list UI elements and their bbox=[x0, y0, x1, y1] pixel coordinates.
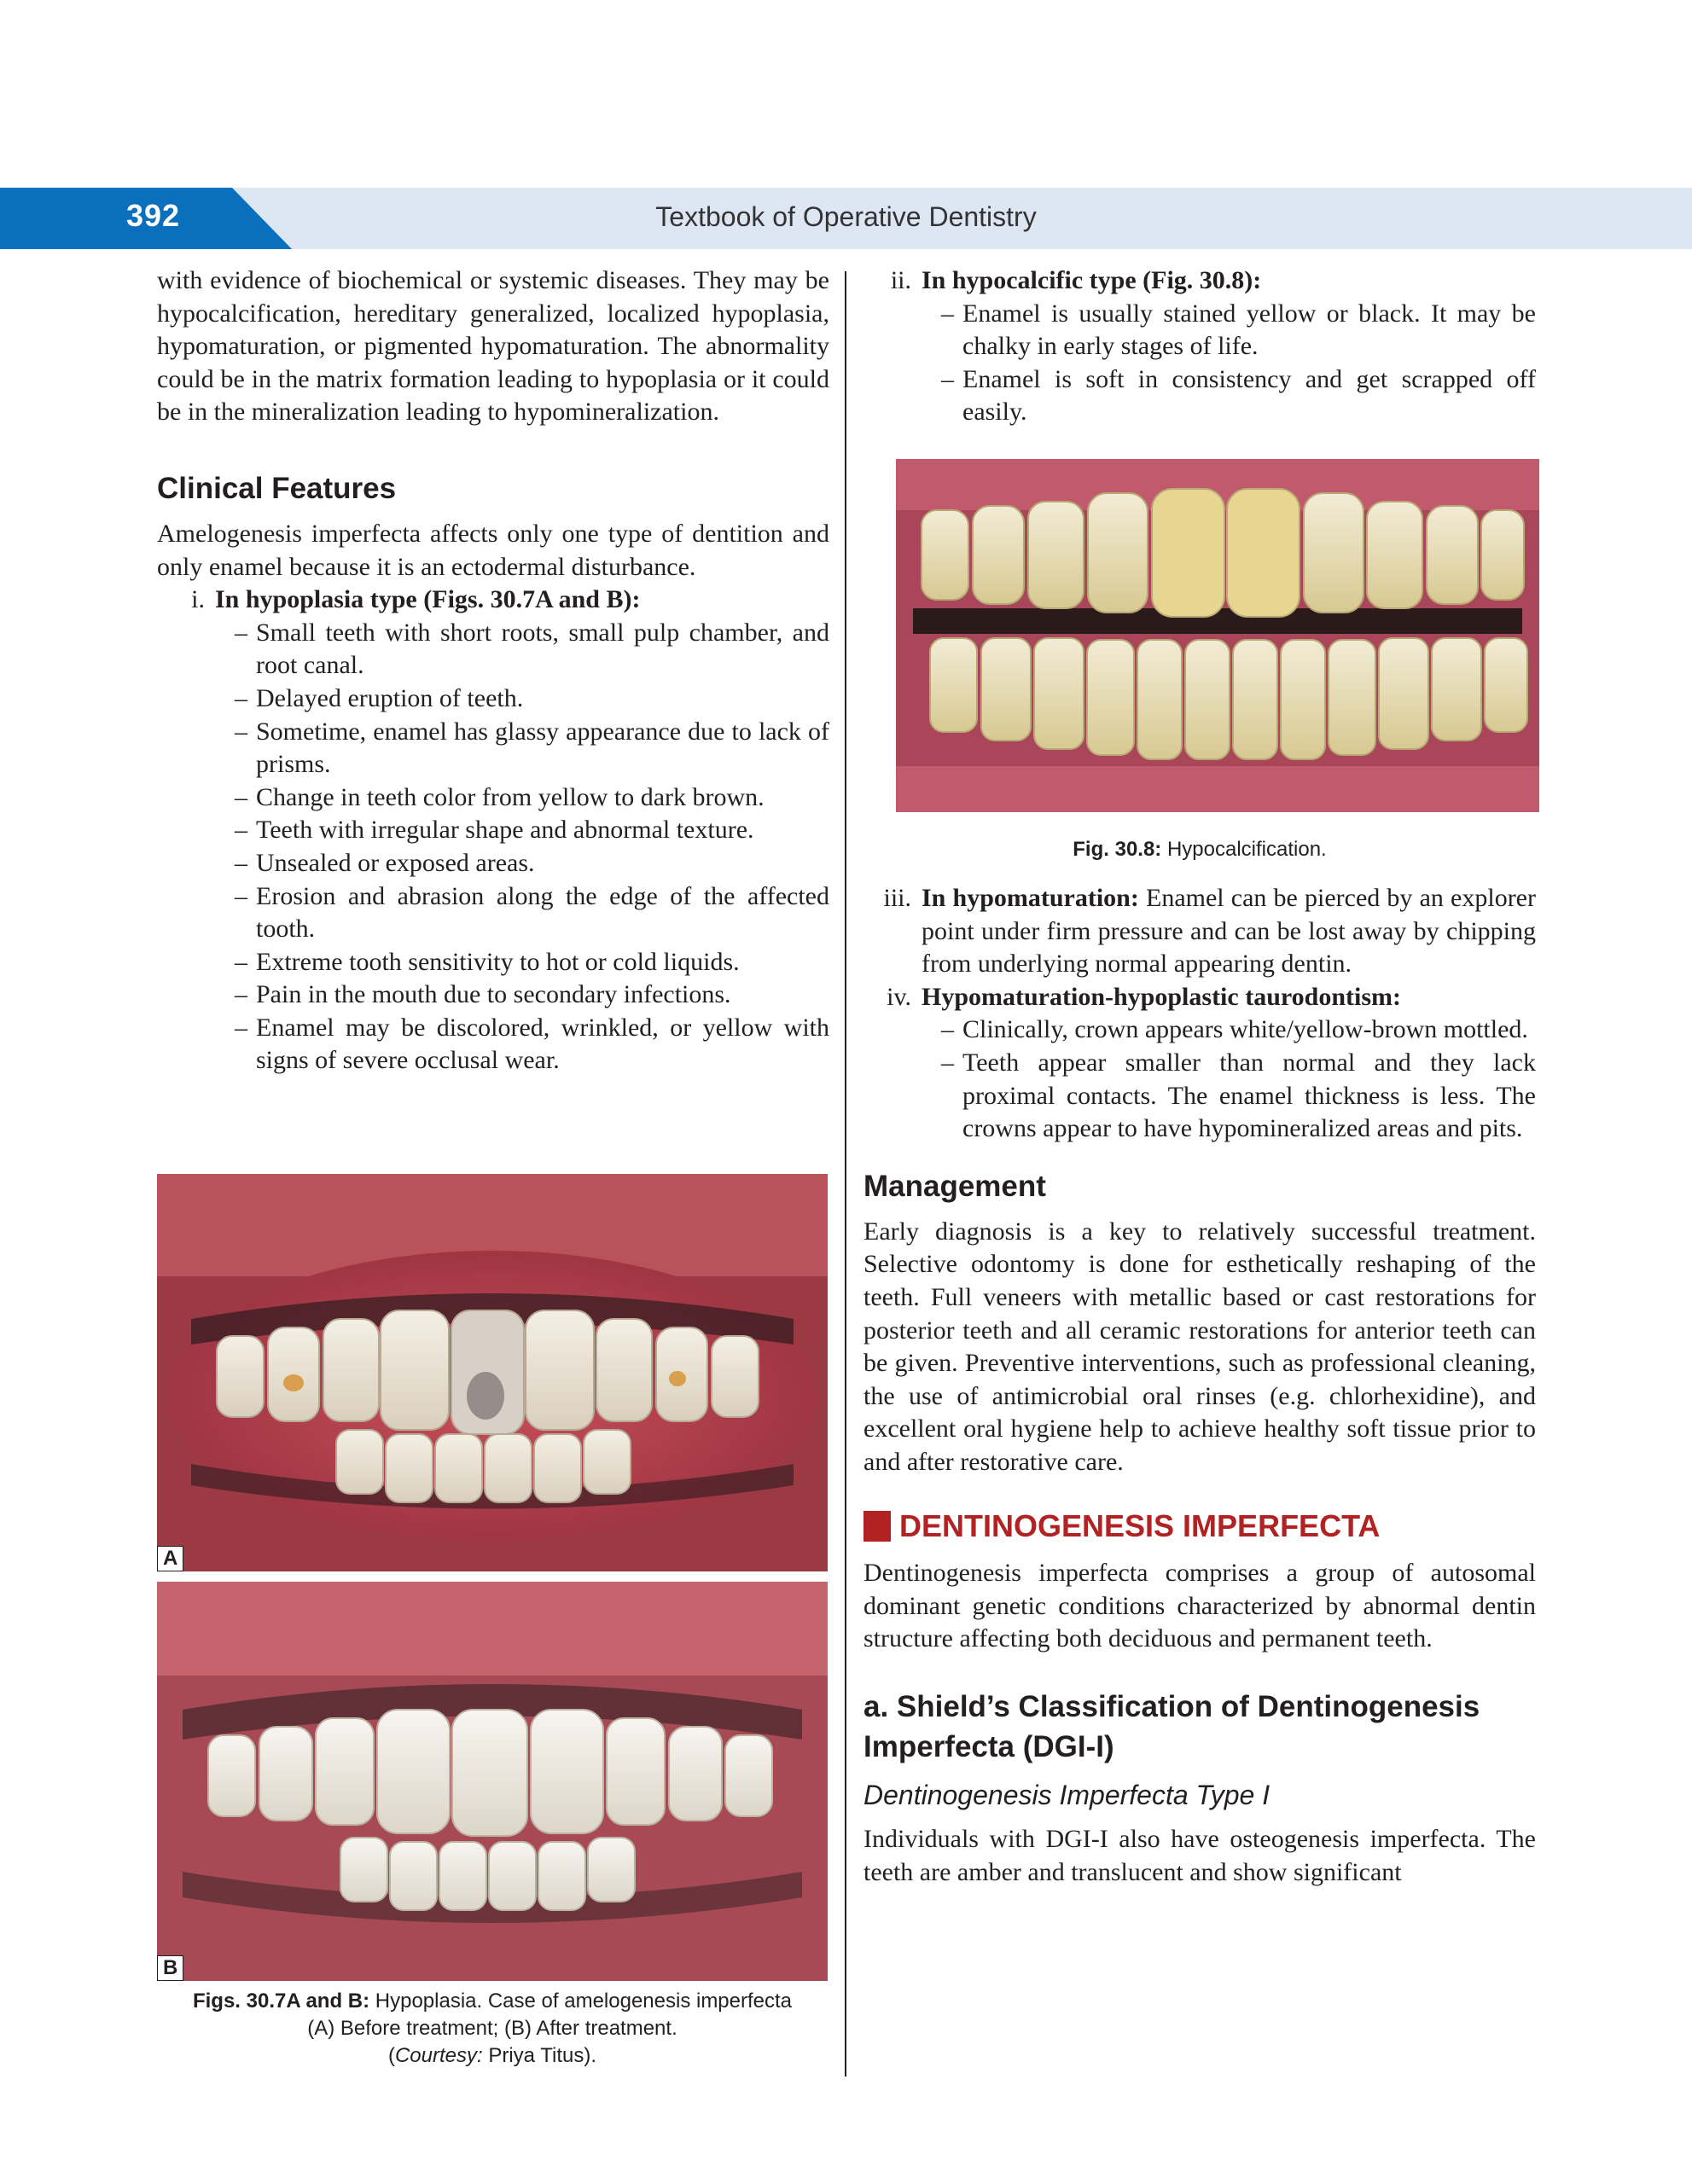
bullet: – Pain in the mouth due to secondary infections. bbox=[235, 980, 731, 1009]
bullet: – Enamel is soft in consistency and get scrapped off easily. bbox=[941, 364, 1536, 427]
management-paragraph: Early diagnosis is a key to relatively successful treatment. Selective odontomy is done for esthetically reshaping of the teeth. Full veneers with metallic based or cast restorations for posterior teeth and all ceramic restorations for anterior teeth can be given. Preventive interventions, such as professional cleaning, the use of antimicrobial oral rinses (e.g. chlorhexidine), and excellent oral hygiene help to achieve healthy soft tissue prior to and after restorative care. bbox=[863, 1217, 1536, 1476]
list-number: i. bbox=[191, 585, 205, 614]
list-item-title: In hypomaturation: bbox=[922, 884, 1139, 912]
teeth-after-treatment-image bbox=[157, 1582, 828, 1981]
clinical-features-heading: Clinical Features bbox=[157, 471, 397, 505]
list-item-iv bbox=[863, 981, 1536, 1146]
dentinogenesis-paragraph: Dentinogenesis imperfecta comprises a group of autosomal dominant genetic conditions characterized by abnormal dentin structure affecting both deciduous and permanent teeth. bbox=[863, 1559, 1536, 1653]
bullet: – Enamel is usually stained yellow or black. It may be chalky in early stages of life. bbox=[941, 299, 1536, 361]
left-column bbox=[157, 264, 829, 1077]
bullet: – Small teeth with short roots, small pulp chamber, and root canal. bbox=[235, 618, 829, 680]
shield-classification-heading: a. Shield’s Classification of Dentinogenesis Imperfecta (DGI-I) bbox=[863, 1689, 1480, 1763]
list-number: ii. bbox=[890, 266, 911, 294]
list-number: iii. bbox=[883, 884, 911, 912]
page-number: 392 bbox=[126, 198, 181, 233]
bullet: – Teeth with irregular shape and abnormal texture. bbox=[235, 816, 754, 845]
bullet: – Change in teeth color from yellow to dark brown. bbox=[235, 782, 765, 811]
right-column-bottom bbox=[863, 882, 1536, 1890]
bullet: – Sometime, enamel has glassy appearance due to lack of prisms. bbox=[235, 717, 829, 779]
list-item-iii: iii. In hypomaturation: Enamel can be pierced by an explorer point under firm pressure and can be lost away by chipping from underlying normal appearing dentin. bbox=[863, 882, 1536, 981]
right-column-top bbox=[863, 264, 1536, 429]
figure-label-b: B bbox=[157, 1955, 183, 1981]
figure-30-8-caption: Fig. 30.8: Hypocalcification. bbox=[1073, 838, 1327, 861]
running-title: Textbook of Operative Dentistry bbox=[655, 201, 1037, 232]
figure-30-7b-photo bbox=[157, 1582, 828, 1981]
figure-label-a: A bbox=[157, 1546, 183, 1571]
figure-30-7a-photo bbox=[157, 1174, 828, 1571]
list-item-ii bbox=[863, 264, 1536, 429]
bullet: – Enamel may be discolored, wrinkled, or yellow with signs of severe occlusal wear. bbox=[235, 1013, 829, 1075]
figure-30-7-caption: Figs. 30.7A and B: Hypoplasia. Case of amelogenesis imperfecta (A) Before treatment; (B) After treatment. (Courtesy: Priya Titus). bbox=[192, 1989, 793, 2067]
management-heading: Management bbox=[863, 1169, 1046, 1203]
bullet: – Delayed eruption of teeth. bbox=[235, 683, 524, 712]
list-item-title: Hypomaturation-hypoplastic taurodontism: bbox=[922, 982, 1402, 1011]
type-1-paragraph: Individuals with DGI-I also have osteogenesis imperfecta. The teeth are amber and translucent and show significant bbox=[863, 1825, 1536, 1887]
section-marker-square bbox=[863, 1511, 891, 1542]
bullet: – Extreme tooth sensitivity to hot or cold liquids. bbox=[235, 947, 740, 976]
teeth-before-treatment-image bbox=[157, 1174, 828, 1571]
hypocalcification-teeth-image bbox=[896, 459, 1539, 812]
list-item-title: In hypoplasia type (Figs. 30.7A and B): bbox=[215, 585, 641, 614]
list-item-title: In hypocalcific type (Fig. 30.8): bbox=[922, 266, 1262, 294]
bullet: – Erosion and abrasion along the edge of the affected tooth. bbox=[235, 881, 829, 944]
dentinogenesis-heading: DENTINOGENESIS IMPERFECTA bbox=[863, 1510, 1536, 1546]
bullet: – Unsealed or exposed areas. bbox=[235, 848, 535, 877]
bullet: – Clinically, crown appears white/yellow-brown mottled. bbox=[941, 1015, 1528, 1044]
type-1-subheading: Dentinogenesis Imperfecta Type I bbox=[863, 1779, 1270, 1810]
bullet: – Teeth appear smaller than normal and they lack proximal contacts. The enamel thickness is less. The crowns appear to have hypomineralized areas and pits. bbox=[941, 1048, 1536, 1143]
clinical-features-paragraph: Amelogenesis imperfecta affects only one type of dentition and only enamel because it is an ectodermal disturbance. bbox=[157, 519, 829, 581]
intro-paragraph: with evidence of biochemical or systemic diseases. They may be hypocalcification, hereditary generalized, localized hypoplasia, hypomaturation, or pigmented hypomaturation. The abnormality could be in the matrix formation leading to hypoplasia or it could be in the mineralization leading to hypomineralization. bbox=[157, 266, 829, 427]
column-divider bbox=[845, 271, 846, 2077]
list-item-i bbox=[157, 584, 829, 1077]
list-number: iv. bbox=[887, 982, 911, 1011]
figure-30-8-photo bbox=[896, 459, 1539, 812]
